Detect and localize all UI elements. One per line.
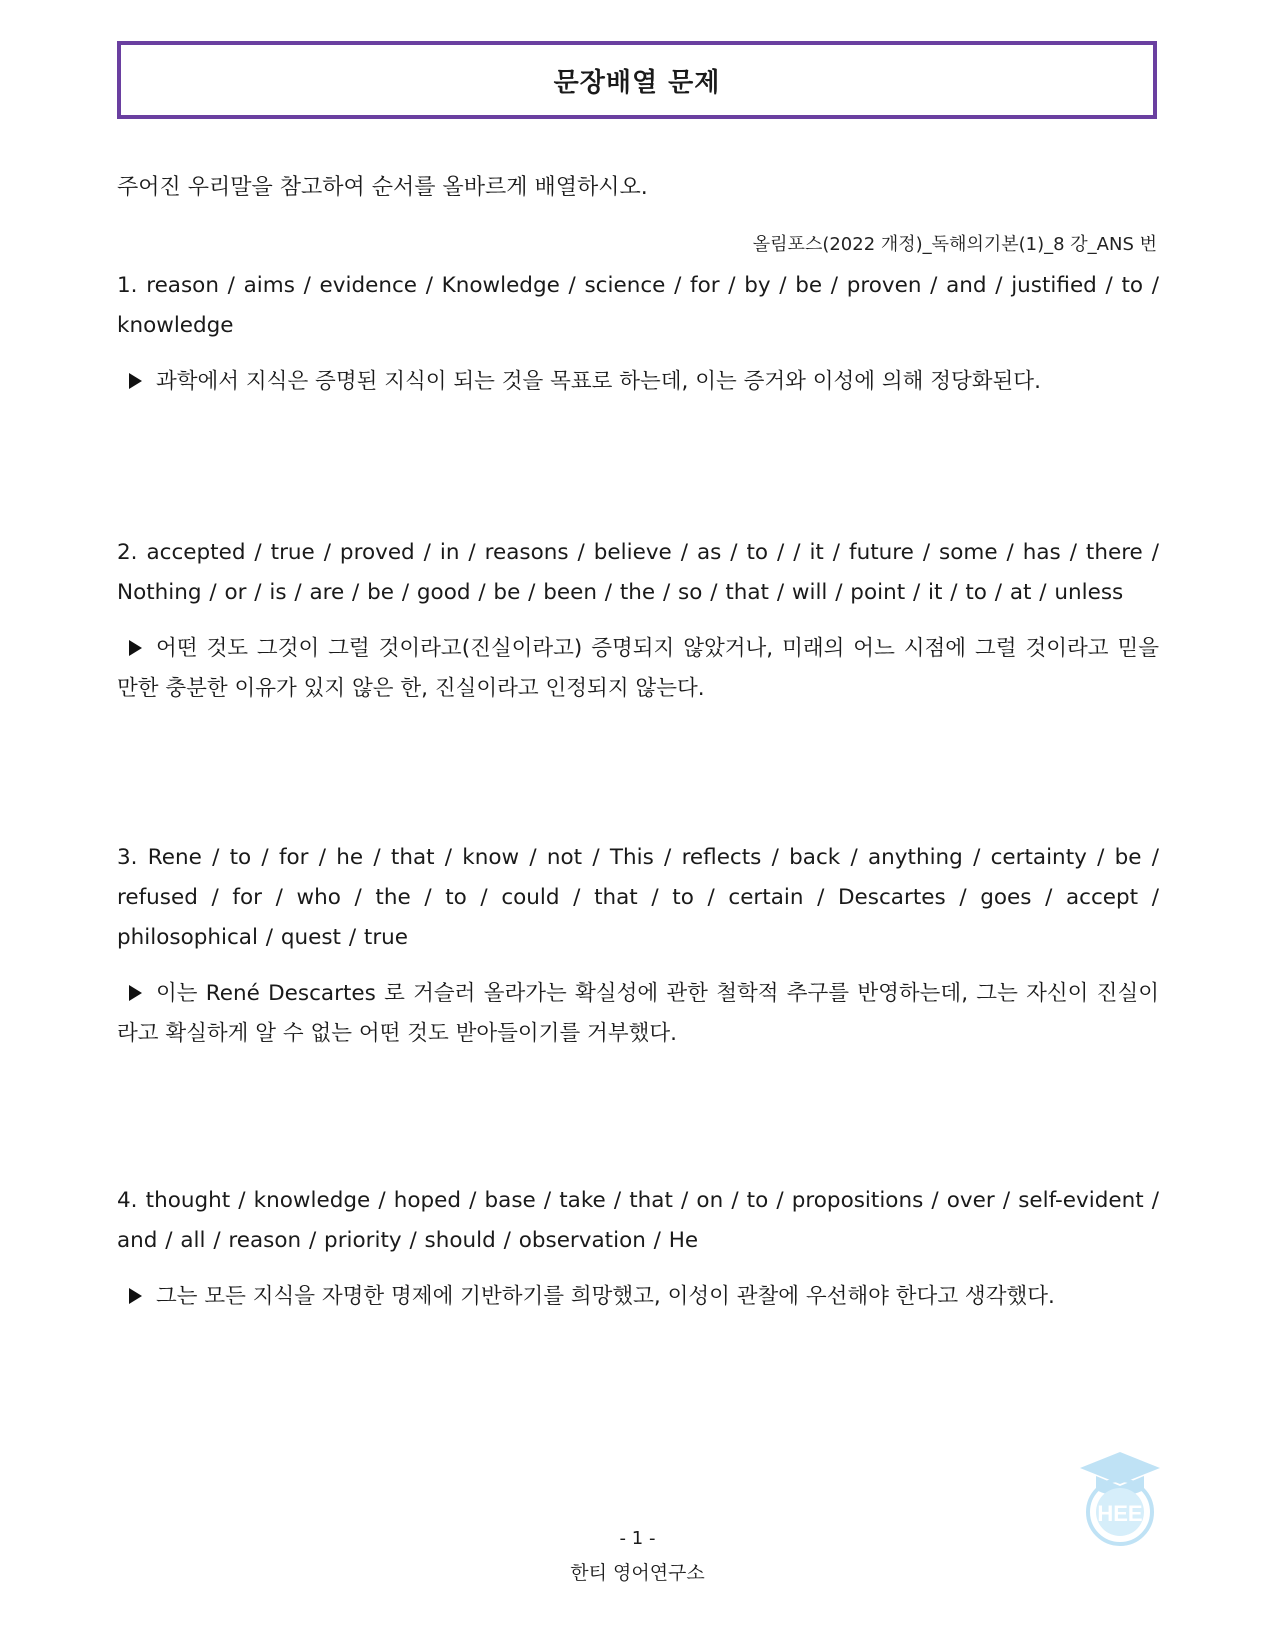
- question-4: [117, 1181, 1159, 1317]
- question-words: 2. accepted / true / proved / in / reasons / believe / as / to / / it / future / some / has / there / Nothing / or / is / are / be / good / be / been / the / so / that / will / point / it / to / at / unless: [117, 540, 1159, 605]
- title-box: [117, 41, 1157, 119]
- translation-text: 그는 모든 지식을 자명한 명제에 기반하기를 희망했고, 이성이 관찰에 우선해야 한다고 생각했다.: [156, 1284, 1055, 1309]
- footer-organization: 한티 영어연구소: [570, 1562, 705, 1584]
- question-3: [117, 838, 1159, 1054]
- triangle-bullet-icon: [129, 1288, 142, 1304]
- question-words: 4. thought / knowledge / hoped / base / take / that / on / to / propositions / over / self-evident / and / all / reason / priority / should / observation / He: [117, 1188, 1159, 1253]
- graduation-cap-icon: [1078, 1450, 1162, 1546]
- question-1: [117, 266, 1159, 402]
- question-translation: [117, 362, 1159, 402]
- question-words: 3. Rene / to / for / he / that / know / not / This / reflects / back / anything / certainty / be / refused / for / who / the / to / could / that / to / certain / Descartes / goes / accept / philosophical / quest / true: [117, 845, 1159, 950]
- question-translation: [117, 974, 1159, 1054]
- hee-logo: [1078, 1450, 1162, 1546]
- triangle-bullet-icon: [129, 373, 142, 389]
- question-translation: [117, 1277, 1159, 1317]
- triangle-bullet-icon: [129, 640, 142, 656]
- instruction-text: 주어진 우리말을 참고하여 순서를 올바르게 배열하시오.: [117, 175, 648, 200]
- triangle-bullet-icon: [129, 985, 142, 1001]
- source-reference: 올림포스(2022 개정)_독해의기본(1)_8 강_ANS 번: [752, 234, 1157, 255]
- page-title: 문장배열 문제: [553, 67, 721, 98]
- question-words: 1. reason / aims / evidence / Knowledge / science / for / by / be / proven / and / justified / to / knowledge: [117, 273, 1159, 338]
- question-2: [117, 533, 1159, 709]
- translation-text: 이는 René Descartes 로 거슬러 올라가는 확실성에 관한 철학적 추구를 반영하는데, 그는 자신이 진실이라고 확실하게 알 수 없는 어떤 것도 받아들이기를 거부했다.: [117, 981, 1159, 1046]
- logo-text: HEE: [1097, 1501, 1143, 1526]
- translation-text: 과학에서 지식은 증명된 지식이 되는 것을 목표로 하는데, 이는 증거와 이성에 의해 정당화된다.: [156, 369, 1041, 394]
- question-translation: [117, 629, 1159, 709]
- page-number: - 1 -: [619, 1528, 656, 1549]
- translation-text: 어떤 것도 그것이 그럴 것이라고(진실이라고) 증명되지 않았거나, 미래의 어느 시점에 그럴 것이라고 믿을 만한 충분한 이유가 있지 않은 한, 진실이라고 인정되지 않는다.: [117, 636, 1159, 701]
